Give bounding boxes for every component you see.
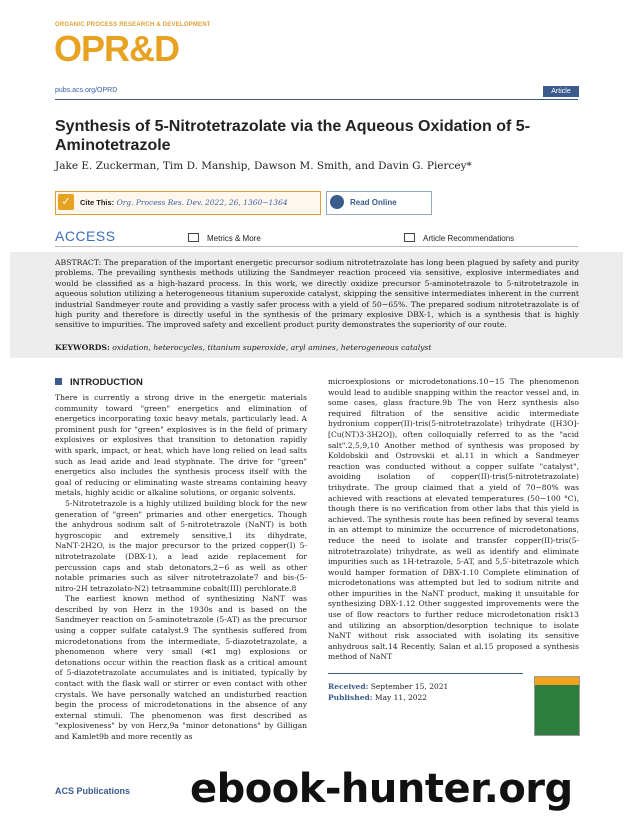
column-right	[328, 377, 579, 663]
article-type-badge: Article	[543, 86, 579, 97]
check-icon: ✓	[58, 194, 74, 210]
metrics-link[interactable]	[188, 233, 261, 243]
globe-icon	[330, 195, 344, 209]
section-heading	[55, 377, 143, 388]
intro-heading: INTRODUCTION	[70, 377, 143, 388]
bar-chart-icon	[188, 233, 199, 242]
received-date: September 15, 2021	[370, 682, 449, 691]
published-row	[328, 692, 448, 703]
published-date: May 11, 2022	[374, 693, 428, 702]
cite-text[interactable]	[80, 198, 288, 207]
square-icon	[55, 378, 62, 385]
metrics-label: Metrics & More	[207, 234, 261, 243]
journal-cover-image[interactable]	[534, 676, 580, 736]
paragraph: The earliest known method of synthesizing NaNT was described by von Herz in the 1930s and is based on the Sandmeyer reaction on 5-aminotetrazole (5-AT) as the precursor using a copper sulfate catalyst.9 The synthesis suffered from microdetonations from the intermediate, 5-diazotetrazolate, a phenomenon where very small (≪1 mg) explosions or detonations occur within the reaction flask as a critical amount of 5-diazotetrazolate accumulates and is initiated, typically by contact with the flask wall or stirrer or even contact with other crystals. We have personally watched an undisturbed reaction begin the process of microdetonations in the absence of any external stimuli. The phenomenon was first described as "explosiveness" by von Herz,9a "minor detonations" by Gilligan and Kamlet9b and more recently as	[55, 594, 307, 741]
document-icon	[404, 233, 415, 242]
paragraph: 5-Nitrotetrazole is a highly utilized building block for the new generation of "green" primaries and other energetics. Though the anhydrous sodium salt of 5-nitrotetrazole (NaNT) is both hygroscopic and extremely sensitive,1 its dihydrate, NaNT·2H2O, is the major precursor to the prized copper(I) 5-nitrotetrazolate (DBX-1), a lead azide replacement for percussion caps and stab detonators,2−6 as well as other notable primaries such as silver nitrotetrazolate7 and bis-(5-nitro-2H tetrazolato-N2) tetraammine cobalt(III) perchlorate.8	[55, 498, 307, 593]
paragraph: There is currently a strong drive in the energetic materials community toward "green" energetics and elimination of energetics incorporating toxic heavy metals, particularly lead. A prominent push for "green" explosives is in the field of primary explosives or explosives that transition to detonation rapidly with spark, impact, or heat, which have long relied on lead salts such as lead azide and lead styphnate. The drive for "green" energetics also includes the synthesis process itself with the goal of reducing or eliminating waste streams containing heavy metals, highly acidic or alkaline solutions, or organic solvents.	[55, 393, 307, 498]
access-label: ACCESS	[55, 228, 116, 244]
watermark: ebook-hunter.org	[190, 766, 573, 812]
column-left	[55, 393, 307, 743]
cite-label: Cite This:	[80, 198, 115, 207]
header-rule	[55, 99, 578, 100]
journal-url[interactable]: pubs.acs.org/OPRD	[55, 87, 118, 94]
keywords-text: oxidation, heterocycles, titanium superoxide, aryl amines, heterogeneous catalyst	[112, 343, 432, 352]
received-label: Received:	[328, 682, 369, 691]
journal-logo: OPR&D	[54, 28, 180, 69]
article-title: Synthesis of 5-Nitrotetrazolate via the Aqueous Oxidation of 5-Aminotetrazole	[55, 118, 531, 154]
received-row	[328, 681, 448, 692]
journal-name: ORGANIC PROCESS RESEARCH & DEVELOPMENT	[55, 22, 211, 28]
abstract: ABSTRACT: The preparation of the important energetic precursor sodium nitrotetrazolate has long been plagued by safety and purity problems. The prevailing synthesis methods utilizing the Sandmeyer reaction proceed via sensitive, explosive intermediates and would be classified as a high-hazard process. In this work, we directly oxidize precursor 5-aminotetrazole to 5-nitrotetrazole in aqueous solution utilizing a heterogeneous titanium superoxide catalyst, skipping the sensitive intermediates inherent in the current industrial Sandmeyer route and providing a vastly safer process with a yield of 50−65%. The prepared sodium nitrotetrazolate is of high purity and therefore is directly useful in the synthesis of the primary explosive DBX-1, which is a synthesis that is highly sensitive to impurities. The improved safety and excellent product purity demonstrates the superiority of our route.	[55, 258, 579, 330]
authors: Jake E. Zuckerman, Tim D. Manship, Dawson M. Smith, and Davin G. Piercey*	[55, 160, 472, 172]
recommendations-link[interactable]	[404, 233, 514, 243]
published-label: Published:	[328, 693, 373, 702]
keywords	[55, 343, 579, 352]
info-divider	[328, 673, 523, 674]
cite-ref[interactable]: Org. Process Res. Dev. 2022, 26, 1360−1364	[116, 198, 288, 207]
dates	[328, 681, 448, 703]
keywords-label: KEYWORDS:	[55, 343, 110, 352]
paragraph: microexplosions or microdetonations.10−15 The phenomenon would lead to audible snapping within the reactor vessel and, in some cases, glass fracture.9b The von Herz synthesis also required filtration of the sensitive acidic intermediate hydronium copper(II)-tris(5-nitrotetrazolate) trihydrate ([H3O]-[Cu(NT)3·3H2O]), often colloquially referred to as the "acid salt".2,5,9,10 Another method of synthesis was proposed by Koldobskii and Ostrovskii et al.11 in which a Sandmeyer reaction was conducted without a copper sulfate "catalyst", avoiding isolation of copper(II)-tris(5-nitrotetrazolate) trihydrate. The group claimed that a yield of 70−80% was achieved with reactions at elevated temperatures (50−100 °C), though there is no verification from other labs that this yield is achieved. The synthesis route has been refined by several teams in an attempt to minimize the occurrence of microdetonations, reduce the need to isolate and transfer copper(II)-tris(5-nitrotetrazolate) trihydrate, as well as identify and eliminate impurities such as 1H-tetrazole, 5-AT, and 5,5′-bitetrazole which would hamper formation of DBX-1.10 Complete elimination of microdetonations was attempted but led to sodium nitrite and other impurities in the NaNT product, making it unsuitable for synthesizing DBX-1.12 Other suggested improvements were the use of flow reactors to further reduce microdetonation risk13 and utilizing an absorption/desorption technique to isolate NaNT without risk associated with isolating its sensitive anhydrous salt.14 Recently, Salan et al.15 proposed a synthesis method of NaNT	[328, 377, 579, 662]
tabs-divider	[55, 246, 578, 247]
publisher-logo: ACS Publications	[55, 786, 131, 796]
recommendations-label: Article Recommendations	[423, 234, 515, 243]
read-online-label[interactable]: Read Online	[350, 198, 397, 207]
